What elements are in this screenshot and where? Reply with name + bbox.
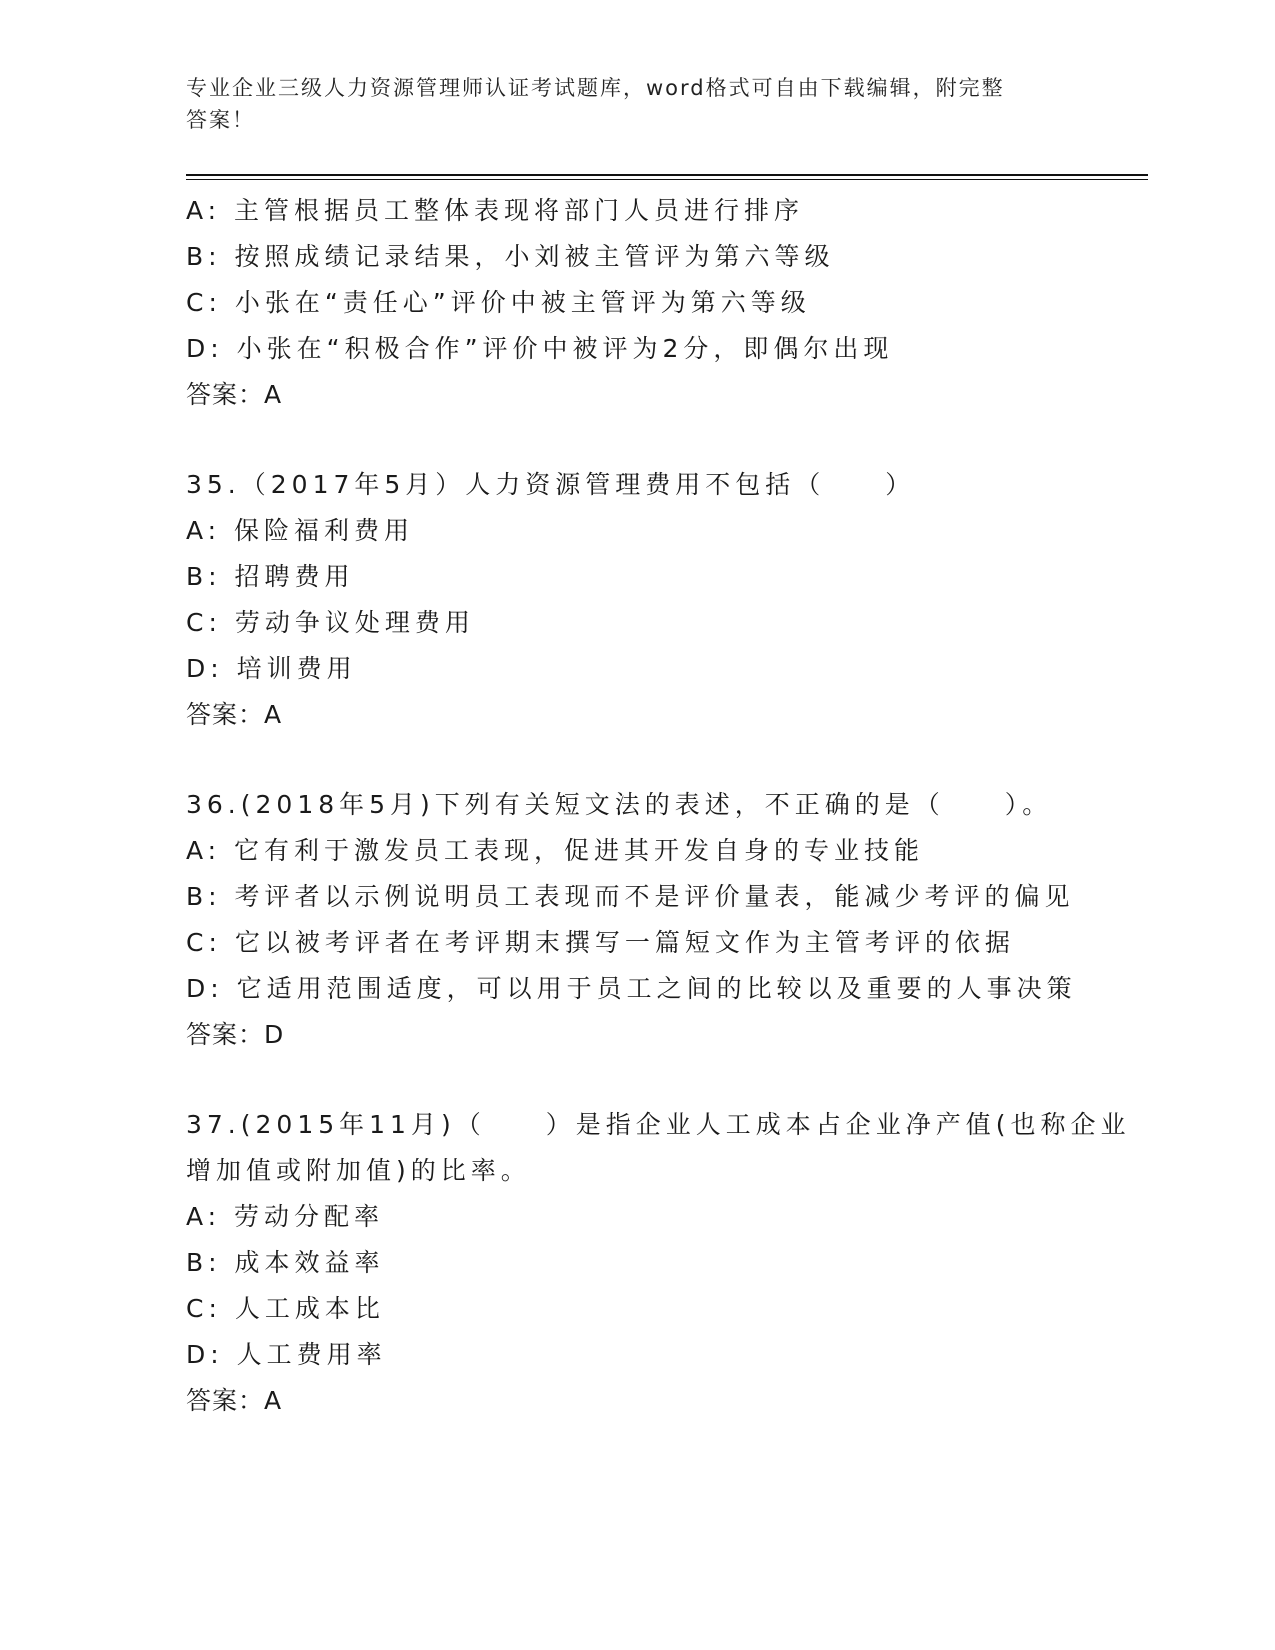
answer: 答案：D [186,1020,285,1049]
question-stem: 36.(2018年5月)下列有关短文法的表述，不正确的是（ ）。 [186,790,1053,819]
answer: 答案：A [186,380,283,409]
header-divider-thick [186,174,1148,176]
header-line-1: 专业企业三级人力资源管理师认证考试题库，word格式可自由下载编辑，附完整 [186,76,1005,100]
spacer [186,1058,1148,1102]
spacer [186,418,1148,462]
option-c: C: 小张在“责任心”评价中被主管评为第六等级 [186,288,811,317]
question-list [186,188,1148,1424]
header-line-2: 答案！ [186,108,255,132]
option-b: B: 考评者以示例说明员工表现而不是评价量表，能减少考评的偏见 [186,882,1075,911]
option-d: D: 小张在“积极合作”评价中被评为2分，即偶尔出现 [186,334,894,363]
spacer [186,738,1148,782]
option-d: D: 人工费用率 [186,1340,387,1369]
question-stem-line-2: 增加值或附加值)的比率。 [186,1156,531,1185]
option-a: A: 劳动分配率 [186,1202,385,1231]
page-header [186,72,1076,136]
option-d: D: 培训费用 [186,654,357,683]
question-34 [186,188,1148,418]
option-a: A: 保险福利费用 [186,516,415,545]
option-d: D: 它适用范围适度，可以用于员工之间的比较以及重要的人事决策 [186,974,1077,1003]
question-37 [186,1102,1148,1424]
option-c: C: 劳动争议处理费用 [186,608,475,637]
answer: 答案：A [186,700,283,729]
question-stem: 35.（2017年5月）人力资源管理费用不包括（ ） [186,470,916,499]
header-divider-thin [186,179,1148,180]
option-b: B: 成本效益率 [186,1248,385,1277]
option-a: A: 它有利于激发员工表现，促进其开发自身的专业技能 [186,836,925,865]
option-c: C: 人工成本比 [186,1294,385,1323]
option-c: C: 它以被考评者在考评期末撰写一篇短文作为主管考评的依据 [186,928,1015,957]
question-36 [186,782,1148,1058]
question-35 [186,462,1148,738]
option-a: A: 主管根据员工整体表现将部门人员进行排序 [186,196,805,225]
option-b: B: 按照成绩记录结果，小刘被主管评为第六等级 [186,242,835,271]
question-stem-line-1: 37.(2015年11月)（ ）是指企业人工成本占企业净产值(也称企业 [186,1110,1131,1139]
option-b: B: 招聘费用 [186,562,355,591]
answer: 答案：A [186,1386,283,1415]
